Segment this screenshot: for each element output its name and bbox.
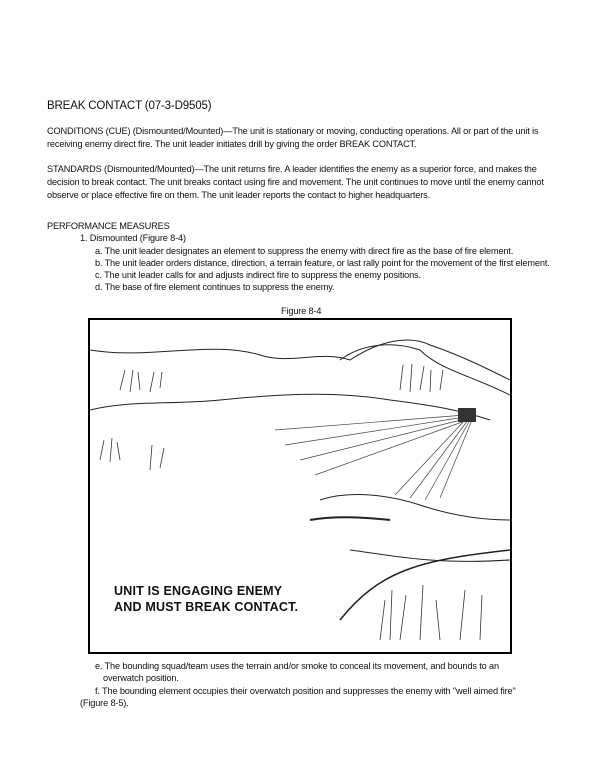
performance-step: b. The unit leader orders distance, direction, a terrain feature, or last rally point for the movement of the first element. [95, 258, 550, 268]
figure-caption-line: UNIT IS ENGAGING ENEMY [114, 584, 283, 598]
performance-heading: PERFORMANCE MEASURES [47, 221, 170, 231]
standards-line: observe or place effective fire on them. The unit leader reports the contact to higher headquarters. [47, 190, 431, 200]
step-f-cont: (Figure 8-5). [80, 698, 129, 708]
section-title: BREAK CONTACT (07-3-D9505) [47, 100, 212, 112]
conditions-line: CONDITIONS (CUE) (Dismounted/Mounted)—The unit is stationary or moving, conducting operations. All or part of the unit is [47, 126, 539, 136]
step-e-cont: overwatch position. [103, 673, 179, 683]
step-e: e. The bounding squad/team uses the terrain and/or smoke to conceal its movement, and bounds to an [95, 661, 499, 671]
performance-step: d. The base of fire element continues to suppress the enemy. [95, 282, 335, 292]
conditions-line: receiving enemy direct fire. The unit leader initiates drill by giving the order BREAK CONTACT. [47, 139, 417, 149]
standards-line: decision to break contact. The unit breaks contact using fire and movement. The unit continues to move until the enemy cannot [47, 177, 544, 187]
step-f: f. The bounding element occupies their overwatch position and suppresses the enemy with "well aimed fire" [95, 686, 516, 696]
figure-caption-line: AND MUST BREAK CONTACT. [114, 600, 299, 614]
figure-illustration [88, 318, 512, 654]
standards-line: STANDARDS (Dismounted/Mounted)—The unit returns fire. A leader identifies the enemy as a superior force, and makes the [47, 164, 537, 174]
performance-step: c. The unit leader calls for and adjusts indirect fire to suppress the enemy positions. [95, 270, 421, 280]
performance-step: a. The unit leader designates an element to suppress the enemy with direct fire as the base of fire element. [95, 246, 514, 256]
performance-item: 1. Dismounted (Figure 8-4) [80, 233, 186, 243]
figure-label: Figure 8-4 [281, 306, 322, 316]
